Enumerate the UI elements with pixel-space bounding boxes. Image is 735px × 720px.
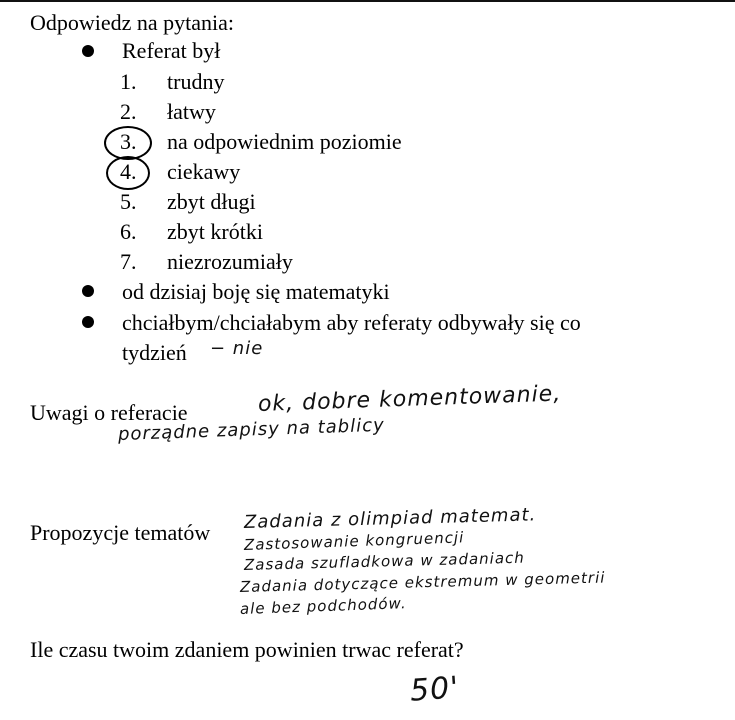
topics-handwritten-line: Zasada szufladkowa w zadaniach [243,548,525,574]
option-number: 7. [120,249,137,274]
option-number: 5. [120,189,137,214]
option-text: na odpowiednim poziomie [167,129,402,154]
option-text: ciekawy [167,159,241,184]
q3-label-line2: tydzień [122,340,187,365]
topics-label: Propozycje tematów [30,520,211,545]
top-rule [0,0,735,2]
form-heading: Odpowiedz na pytania: [30,10,235,35]
option-number: 4. [120,159,137,184]
q3-label-line1: chciałbym/chciałabym aby referaty odbywały się co [122,310,581,335]
topics-handwritten-line: ale bez podchodów. [239,594,407,618]
bullet-icon [82,45,94,57]
option-number: 6. [120,219,137,244]
option-text: niezrozumiały [167,249,293,274]
q3-handwritten-answer: − nie [210,338,264,359]
option-number: 2. [120,99,137,124]
selected-circle-mark [104,126,152,160]
q2-label: od dzisiaj boję się matematyki [122,279,390,304]
topics-handwritten-line: Zastosowanie kongruencji [243,528,465,554]
selected-circle-mark [106,156,150,190]
option-text: zbyt krótki [167,219,263,244]
duration-label: Ile czasu twoim zdaniem powinien trwac referat? [30,637,464,662]
remarks-label: Uwagi o referacie [30,400,188,425]
bullet-icon [82,285,94,297]
bullet-icon [82,316,94,328]
duration-handwritten-answer: 50' [408,670,461,709]
option-text: zbyt długi [167,189,256,214]
remarks-handwritten-line2: porządne zapisy na tablicy [117,414,386,445]
topics-handwritten-line: Zadania z olimpiad matemat. [243,504,537,533]
option-number: 1. [120,69,137,94]
option-text: trudny [167,69,225,94]
option-text: łatwy [167,99,216,124]
remarks-handwritten-line1: ok, dobre komentowanie, [257,381,562,417]
q1-label: Referat był [122,38,221,63]
option-number: 3. [120,129,137,154]
topics-handwritten-line: Zadania dotyczące ekstremum w geometrii [239,568,606,596]
